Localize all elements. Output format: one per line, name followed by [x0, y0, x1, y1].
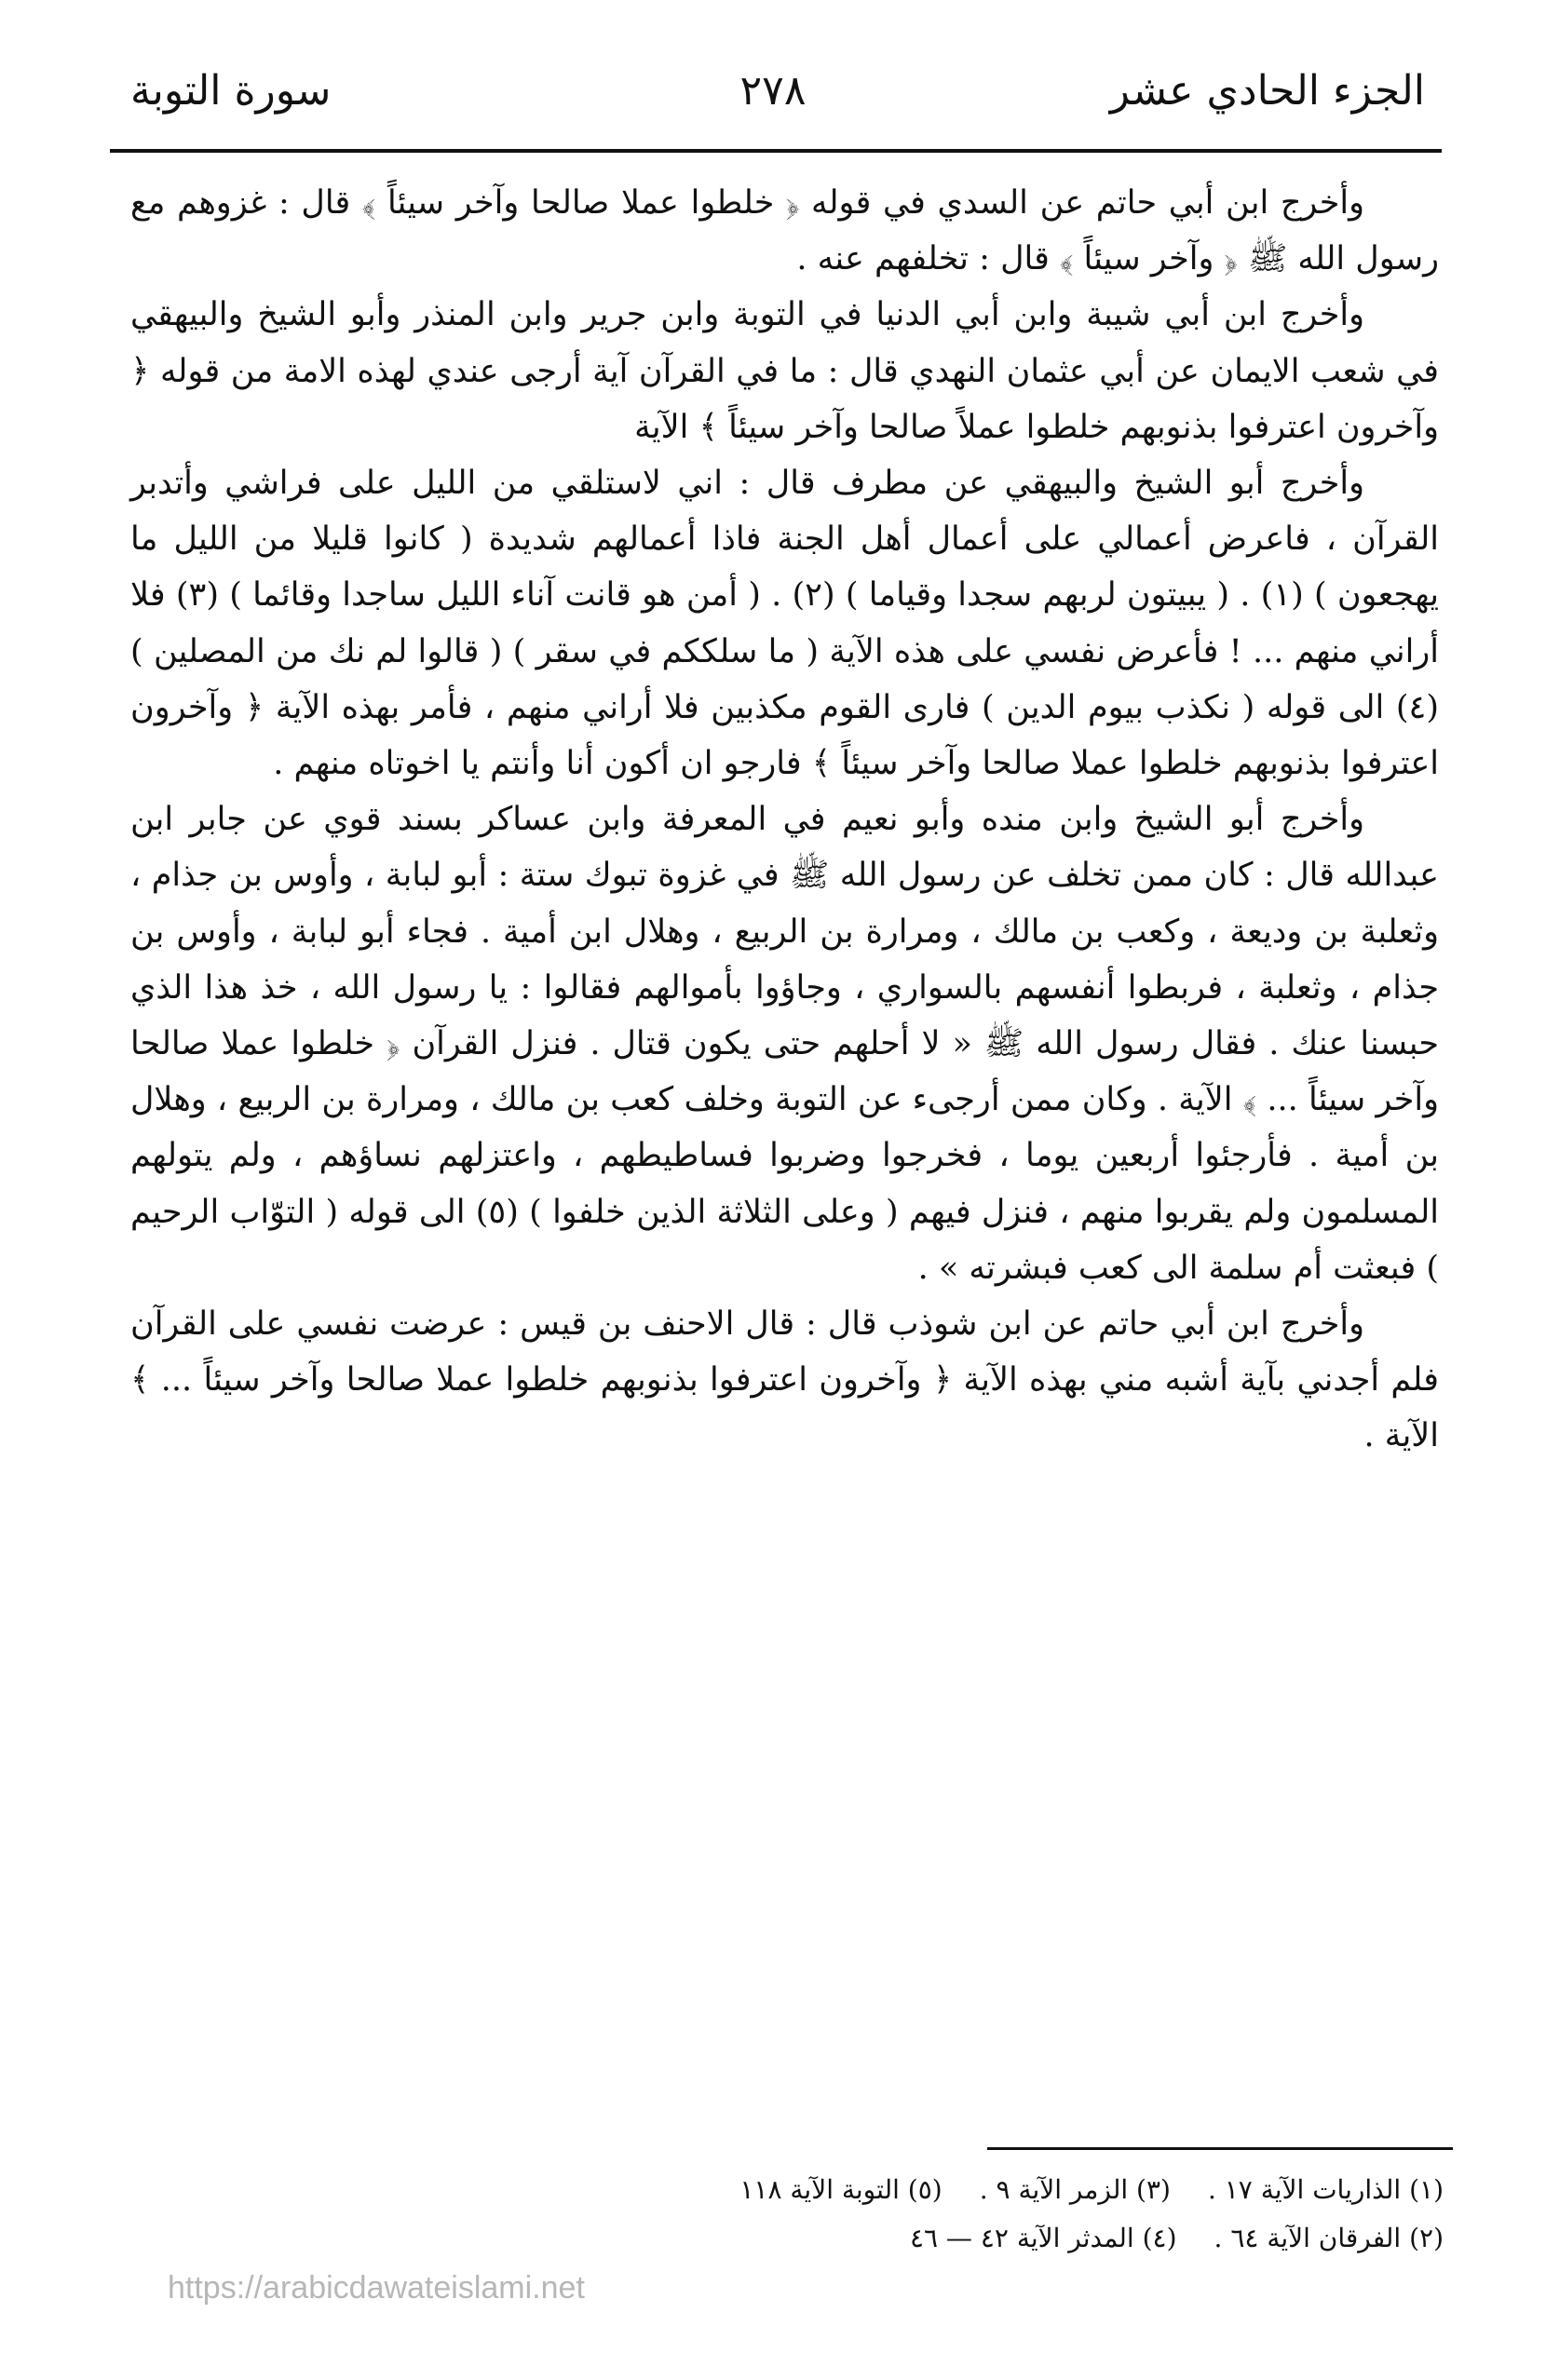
- surah-title: سورة التوبة: [130, 67, 332, 115]
- paragraph-2: وأخرج ابن أبي شيبة وابن أبي الدنيا في التوبة وابن جرير وابن المنذر وأبو الشيخ والبيهقي في شعب الايمان عن أبي عثمان النهدي قال : ما في القرآن آية أرجى عندي لهذه الامة من قوله ﴿ وآخرون اعترفوا بذنوبهم خلطوا عملاً صالحا وآخر سيئاً ﴾ الآية: [130, 296, 1439, 446]
- footnote-1: (١) الذاريات الآية ١٧ .: [1207, 2174, 1444, 2205]
- page-number: ٢٧٨: [739, 67, 807, 115]
- main-text: [130, 175, 1439, 1465]
- paragraph-5: وأخرج ابن أبي حاتم عن ابن شوذب قال : قال الاحنف بن قيس : عرضت نفسي على القرآن فلم أجدني بآية أشبه مني بهذه الآية ﴿ وآخرون اعترفوا بذنوبهم خلطوا عملا صالحا وآخر سيئاً ... ﴾ الآية .: [130, 1305, 1439, 1455]
- volume-title: الجزء الحادي عشر: [1109, 67, 1425, 115]
- paragraph-4: وأخرج أبو الشيخ وابن منده وأبو نعيم في المعرفة وابن عساكر بسند قوي عن جابر ابن عبدالله قال : كان ممن تخلف عن رسول الله ﷺ في غزوة تبوك ستة : أبو لبابة ، وأوس بن جذام ، وثعلبة بن وديعة ، وكعب بن مالك ، ومرارة بن الربيع ، وهلال ابن أمية . فجاء أبو لبابة ، وأوس بن جذام ، وثعلبة ، فربطوا أنفسهم بالسواري ، وجاؤوا بأموالهم فقالوا : يا رسول الله ، خذ هذا الذي حبسنا عنك . فقال رسول الله ﷺ « لا أحلهم حتى يكون قتال . فنزل القرآن ﴿ خلطوا عملا صالحا وآخر سيئاً ... ﴾ الآية . وكان ممن أرجىء عن التوبة وخلف كعب بن مالك ، ومرارة بن الربيع ، وهلال بن أمية . فأرجئوا أربعين يوما ، فخرجوا وضربوا فساطيطهم ، واعتزلهم نساؤهم ، ولم يتولهم المسلمون ولم يقربوا منهم ، فنزل فيهم ( وعلى الثلاثة الذين خلفوا ) (٥) الى قوله ( التوّاب الرحيم ) فبعثت أم سلمة الى كعب فبشرته » .: [130, 801, 1439, 1287]
- footnotes: [484, 2166, 1444, 2263]
- paragraph-1: وأخرج ابن أبي حاتم عن السدي في قوله ﴿ خلطوا عملا صالحا وآخر سيئاً ﴾ قال : غزوهم مع رسول الله ﷺ ﴿ وآخر سيئاً ﴾ قال : تخلفهم عنه .: [130, 184, 1439, 278]
- header-divider: [110, 149, 1442, 153]
- footnote-5: (٥) التوبة الآية ١١٨: [739, 2174, 943, 2205]
- footnote-4: (٤) المدثر الآية ٤٢ — ٤٦: [909, 2223, 1177, 2253]
- paragraph-3: وأخرج أبو الشيخ والبيهقي عن مطرف قال : اني لاستلقي من الليل على فراشي وأتدبر القرآن ، فاعرض أعمالي على أعمال أهل الجنة فاذا أعمالهم شديدة ( كانوا قليلا من الليل ما يهجعون ) (١) . ( يبيتون لربهم سجدا وقياما ) (٢) . ( أمن هو قانت آناء الليل ساجدا وقائما ) (٣) فلا أراني منهم ... ! فأعرض نفسي على هذه الآية ( ما سلككم في سقر ) ( قالوا لم نك من المصلين ) (٤) الى قوله ( نكذب بيوم الدين ) فارى القوم مكذبين فلا أراني منهم ، فأمر بهذه الآية ﴿ وآخرون اعترفوا بذنوبهم خلطوا عملا صالحا وآخر سيئاً ﴾ فارجو ان أكون أنا وأنتم يا اخوتاه منهم .: [130, 465, 1439, 783]
- footnote-3: (٣) الزمر الآية ٩ .: [979, 2174, 1171, 2205]
- footnote-2: (٢) الفرقان الآية ٦٤ .: [1214, 2223, 1444, 2253]
- footnote-divider: [987, 2147, 1453, 2150]
- watermark-url: https://arabicdawateislami.net: [168, 2270, 585, 2306]
- page-header: [112, 54, 1434, 128]
- footnote-row: [484, 2214, 1444, 2263]
- footnote-row: [484, 2166, 1444, 2214]
